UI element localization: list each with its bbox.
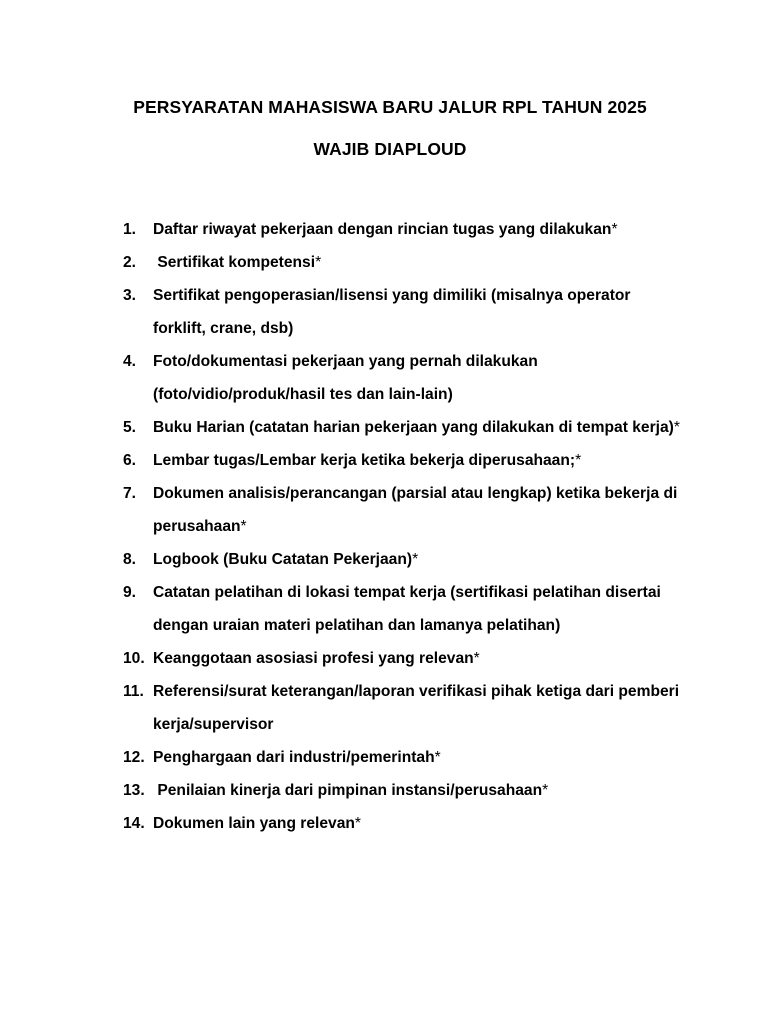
required-mark: * — [240, 518, 247, 535]
item-text-wrap — [153, 741, 683, 774]
item-text-wrap — [153, 246, 683, 279]
item-number: 9. — [123, 584, 137, 601]
item-text-wrap — [153, 543, 683, 576]
item-text: Sertifikat kompetensi — [153, 254, 316, 271]
item-text: Buku Harian (catatan harian pekerjaan yang dilakukan di tempat kerja) — [153, 419, 674, 436]
list-item — [123, 345, 683, 411]
list-item — [123, 411, 683, 444]
item-number: 1. — [123, 221, 137, 238]
item-text: Referensi/surat keterangan/laporan verifikasi pihak ketiga dari pemberi kerja/supervisor — [153, 683, 680, 733]
item-text: Sertifikat pengoperasian/lisensi yang dimiliki (misalnya operator forklift, crane, dsb) — [153, 287, 631, 337]
item-number: 7. — [123, 485, 137, 502]
item-text: Catatan pelatihan di lokasi tempat kerja (sertifikasi pelatihan disertai dengan uraian materi pelatihan dan lamanya pelatihan) — [153, 584, 661, 634]
list-item — [123, 279, 683, 345]
item-text: Foto/dokumentasi pekerjaan yang pernah dilakukan (foto/vidio/produk/hasil tes dan lain-lain) — [153, 353, 538, 403]
required-mark: * — [354, 815, 361, 832]
item-number: 12. — [123, 749, 145, 766]
list-item — [123, 477, 683, 543]
item-number: 8. — [123, 551, 137, 568]
required-mark: * — [575, 452, 582, 469]
item-text: Penghargaan dari industri/pemerintah — [153, 749, 435, 766]
item-text: Dokumen analisis/perancangan (parsial atau lengkap) ketika bekerja di perusahaan — [153, 485, 678, 535]
item-number: 4. — [123, 353, 137, 370]
item-text: Daftar riwayat pekerjaan dengan rincian tugas yang dilakukan — [153, 221, 612, 238]
list-item — [123, 246, 683, 279]
item-number: 13. — [123, 782, 145, 799]
required-mark: * — [673, 419, 680, 436]
item-text-wrap — [153, 774, 683, 807]
item-number: 10. — [123, 650, 145, 667]
item-text-wrap — [153, 279, 683, 345]
item-text-wrap — [153, 576, 683, 642]
required-mark: * — [434, 749, 441, 766]
list-item — [123, 543, 683, 576]
item-number: 11. — [123, 683, 144, 700]
item-text: Keanggotaan asosiasi profesi yang relevan — [153, 650, 474, 667]
item-text: Dokumen lain yang relevan — [153, 815, 355, 832]
list-item — [123, 774, 683, 807]
item-text-wrap — [153, 345, 683, 411]
list-item — [123, 213, 683, 246]
item-text-wrap — [153, 444, 683, 477]
list-item — [123, 576, 683, 642]
item-text-wrap — [153, 477, 683, 543]
required-mark: * — [412, 551, 419, 568]
required-mark: * — [473, 650, 480, 667]
item-number: 2. — [123, 254, 137, 271]
item-number: 6. — [123, 452, 137, 469]
item-text-wrap — [153, 213, 683, 246]
item-number: 5. — [123, 419, 137, 436]
item-text-wrap — [153, 642, 683, 675]
document-subtitle: WAJIB DIAPLOUD — [313, 139, 467, 159]
document-title: PERSYARATAN MAHASISWA BARU JALUR RPL TAHUN 2025 — [133, 97, 647, 117]
item-text: Logbook (Buku Catatan Pekerjaan) — [153, 551, 413, 568]
item-text-wrap — [153, 807, 683, 840]
item-text-wrap — [153, 675, 683, 741]
item-text: Lembar tugas/Lembar kerja ketika bekerja diperusahaan; — [153, 452, 576, 469]
item-number: 14. — [123, 815, 145, 832]
required-mark: * — [542, 782, 549, 799]
required-mark: * — [315, 254, 322, 271]
list-item — [123, 741, 683, 774]
item-number: 3. — [123, 287, 137, 304]
list-item — [123, 807, 683, 840]
item-text: Penilaian kinerja dari pimpinan instansi/perusahaan — [153, 782, 543, 799]
list-item — [123, 642, 683, 675]
list-item — [123, 675, 683, 741]
item-text-wrap — [153, 411, 683, 444]
list-item — [123, 444, 683, 477]
requirements-list — [123, 213, 683, 840]
required-mark: * — [611, 221, 618, 238]
